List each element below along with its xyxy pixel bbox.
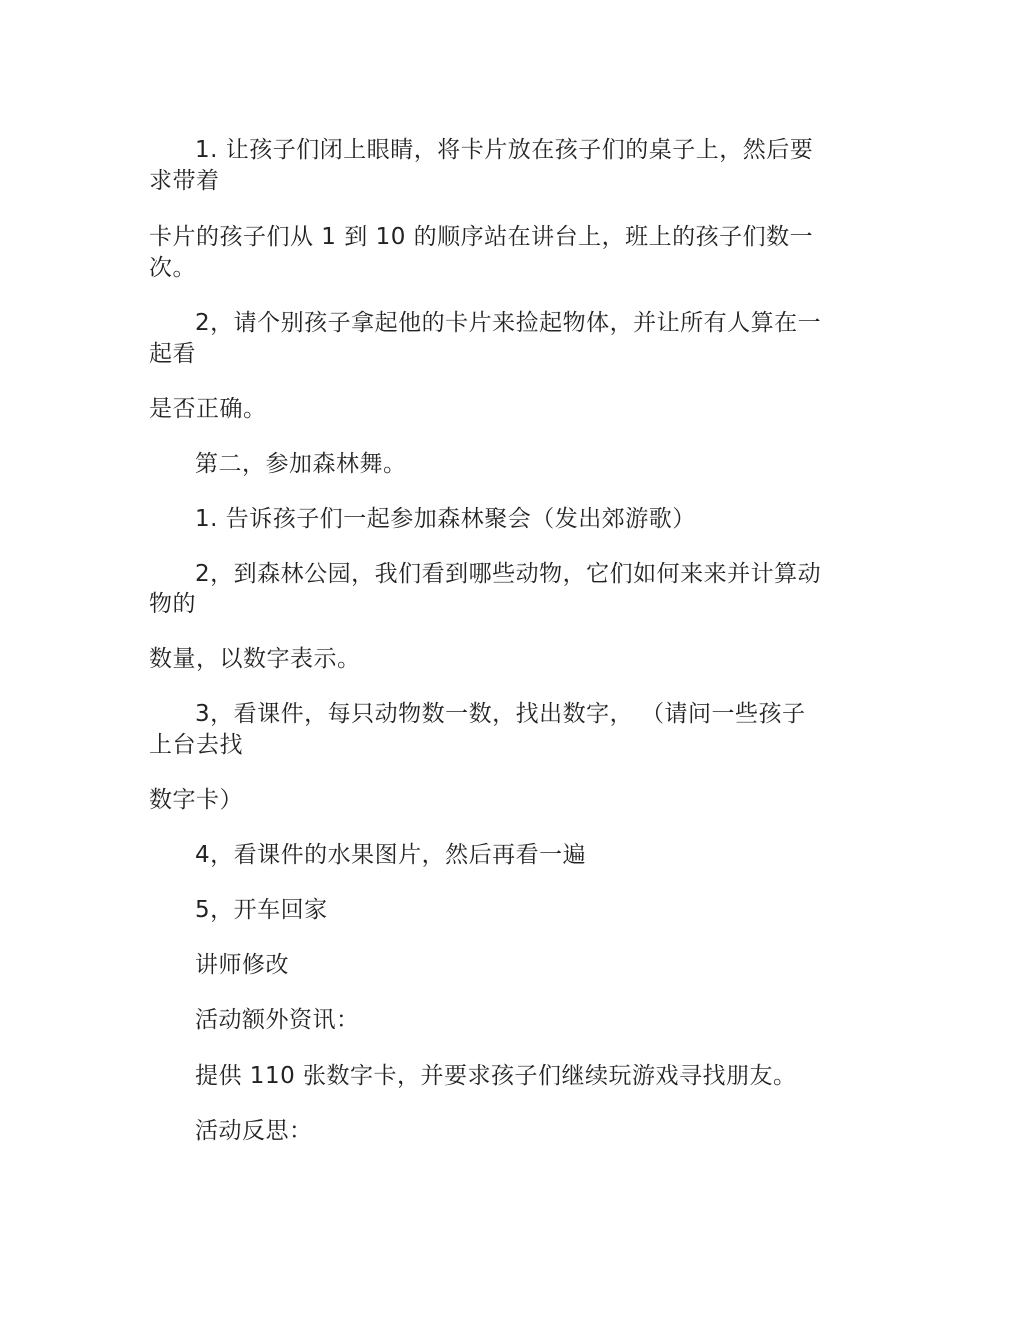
paragraph-line: 3，看课件，每只动物数一数，找出数字， （请问一些孩子: [195, 701, 806, 727]
paragraph-line: 起看: [149, 341, 196, 367]
paragraph-line: 活动反思：: [195, 1118, 313, 1144]
paragraph-line: 提供 110 张数字卡，并要求孩子们继续玩游戏寻找朋友。: [195, 1063, 797, 1089]
paragraph-line: 数字卡）: [149, 787, 243, 813]
paragraph-line: 数量，以数字表示。: [149, 646, 361, 672]
paragraph-line: 卡片的孩子们从 1 到 10 的顺序站在讲台上，班上的孩子们数一: [149, 224, 814, 250]
paragraph-line: 2，到森林公园，我们看到哪些动物，它们如何来来并计算动: [195, 561, 822, 587]
paragraph-line: 1. 告诉孩子们一起参加森林聚会（发出郊游歌）: [195, 506, 696, 532]
paragraph-line: 1. 让孩子们闭上眼睛，将卡片放在孩子们的桌子上，然后要: [195, 137, 814, 163]
section-heading: 第二，参加森林舞。: [195, 451, 407, 477]
paragraph-line: 次。: [149, 255, 196, 281]
paragraph-line: 5，开车回家: [195, 897, 328, 923]
paragraph-line: 物的: [149, 591, 196, 617]
paragraph-line: 4，看课件的水果图片，然后再看一遍: [195, 842, 587, 868]
paragraph-line: 讲师修改: [195, 952, 289, 978]
paragraph-line: 求带着: [149, 168, 220, 194]
paragraph-line: 活动额外资讯：: [195, 1007, 360, 1033]
paragraph-line: 是否正确。: [149, 396, 267, 422]
paragraph-line: 上台去找: [149, 732, 243, 758]
paragraph-line: 2，请个别孩子拿起他的卡片来捡起物体，并让所有人算在一: [195, 310, 822, 336]
